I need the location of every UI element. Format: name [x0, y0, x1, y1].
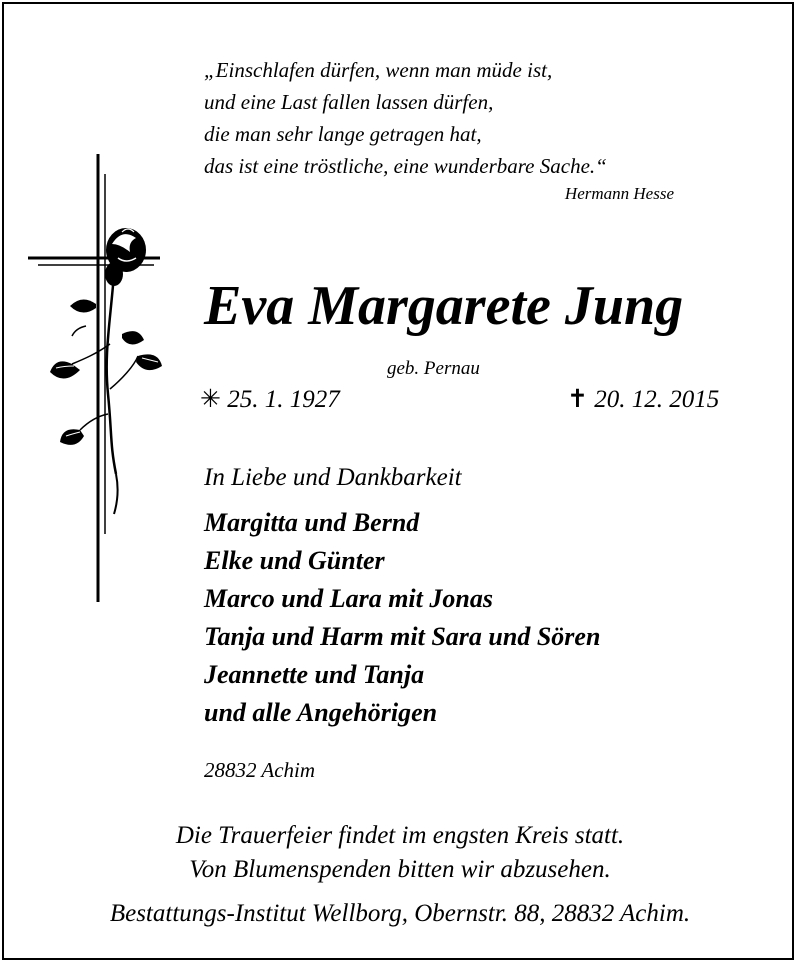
list-item: und alle Angehörigen — [204, 698, 438, 727]
quote-line: das ist eine tröstliche, eine wunderbare Sache.“ — [204, 154, 607, 178]
birth-date-value: 25. 1. 1927 — [227, 386, 340, 413]
list-item: Marco und Lara mit Jonas — [204, 584, 493, 613]
funeral-notice: Die Trauerfeier findet im engsten Kreis statt. — [175, 822, 625, 849]
list-item: Jeannette und Tanja — [204, 660, 425, 689]
quote-author: Hermann Hesse — [564, 184, 674, 203]
mourners-place: 28832 Achim — [204, 758, 316, 782]
list-item: Margitta und Bernd — [204, 508, 420, 537]
quote — [204, 54, 607, 182]
quote-line: die man sehr lange getragen hat, — [204, 122, 482, 146]
flower-notice: Von Blumenspenden bitten wir abzusehen. — [189, 856, 611, 883]
death-cross-icon: ✝ — [567, 386, 588, 413]
death-date-value: 20. 12. 2015 — [594, 386, 720, 413]
list-item: Tanja und Harm mit Sara und Sören — [204, 622, 601, 651]
mourners-intro: In Liebe und Dankbarkeit — [204, 464, 462, 491]
quote-line: „Einschlafen dürfen, wenn man müde ist, — [204, 58, 553, 82]
deceased-name: Eva Margarete Jung — [204, 275, 684, 337]
death-date — [567, 384, 719, 414]
list-item: Elke und Günter — [204, 546, 385, 575]
birth-date — [200, 384, 340, 414]
undertaker-address: Bestattungs-Institut Wellborg, Obernstr. 88, 28832 Achim. — [109, 900, 691, 927]
maiden-name: geb. Pernau — [387, 358, 480, 379]
cross-with-rose-icon — [26, 154, 166, 604]
birth-star-icon: ✳ — [200, 386, 221, 413]
quote-line: und eine Last fallen lassen dürfen, — [204, 90, 494, 114]
mourners-list — [204, 504, 600, 732]
